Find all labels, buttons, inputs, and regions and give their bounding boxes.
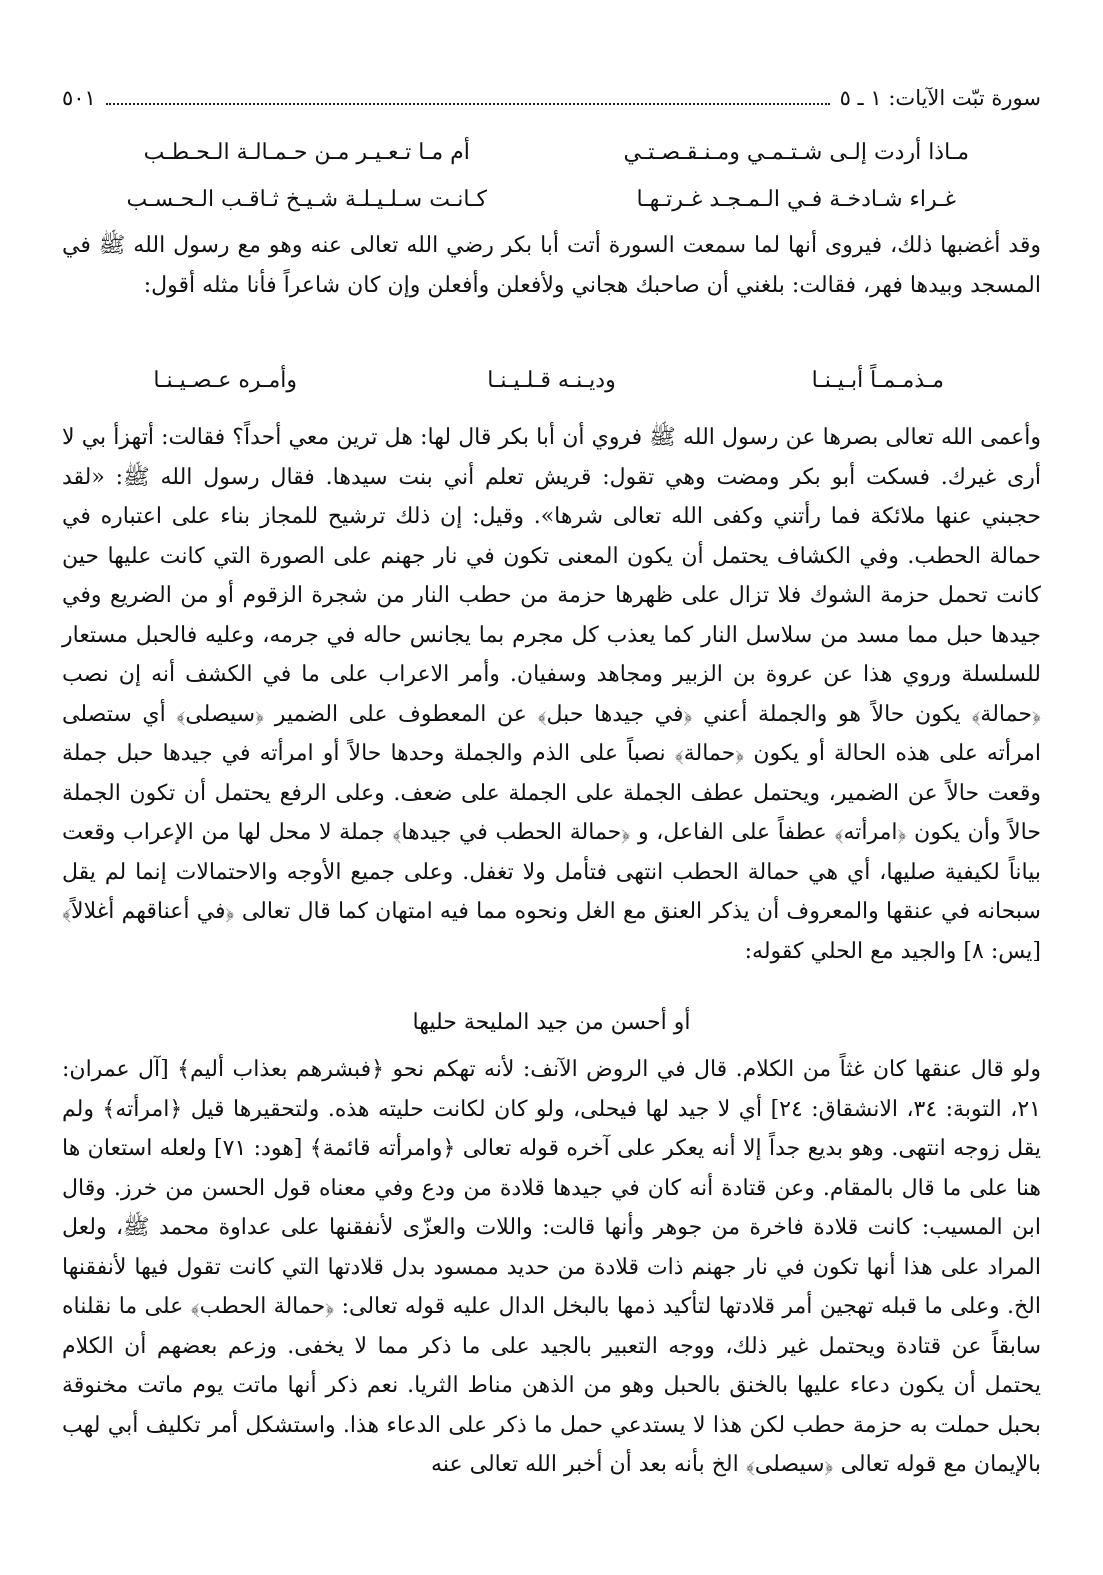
poem2-part-2: وديـنـه قـلـيـنـا <box>487 368 616 393</box>
poem1-line-2-left-hemistich: كـانـت سـلـيـلـة شـيـخ ثـاقـب الـحـسـب <box>126 187 488 212</box>
paragraph-1: وقد أغضبها ذلك، فيروى أنها لما سمعت السورة أتت أبا بكر رضي الله تعالى عنه وهو مع رسول الله ﷺ في المسجد وبيدها فهر، فقالت: بلغني أن صاحبك هجاني ولأفعلن وأفعلن وإن كان شاعراً فأنا مثله أقول: <box>62 233 1041 298</box>
header-title: سورة تبّت الآيات: ١ ـ ٥ <box>839 86 1041 110</box>
page-number: ٥٠١ <box>62 86 96 110</box>
poem1-line-1 <box>62 140 1041 180</box>
poem2-part-3: وأمـره عـصـيـنـا <box>153 368 297 393</box>
header-leader-dots <box>106 103 830 105</box>
poem1-line-2-right-hemistich: غـراء شـادخـة فـي الـمـجـد غـرتـهـا <box>636 187 957 212</box>
poem2-part-1: مـذمـمـاً أبـيـنـا <box>811 368 945 393</box>
quoted-verse: أو أحسن من جيد المليحة حليها <box>412 1010 691 1035</box>
poem1-line-1-left-hemistich: أم مـا تـعـيـر مـن حـمـالـة الـحـطـب <box>143 140 470 165</box>
paragraph-2: وأعمى الله تعالى بصرها عن رسول الله ﷺ فروي أن أبا بكر قال لها: هل ترين معي أحداً؟ فقالت: أتهزأ بي لا أرى غيرك. فسكت أبو بكر ومضت وهي تقول: قريش تعلم أني بنت سيدها. فقال رسول الله ﷺ: «لقد حجبني عنها ملائكة فما رأتني وكفى الله تعالى شرها». وقيل: إن ذلك ترشيح للمجاز بناء على اعتباره في حمالة الحطب. وفي الكشاف يحتمل أن يكون المعنى تكون في نار جهنم على الصورة التي كانت عليها حين كانت تحمل حزمة الشوك فلا تزال على ظهرها حزمة من حطب النار من شجرة الزقوم أو من الضريع وفي جيدها حبل مما مسد من سلاسل النار كما يعذب كل مجرم بما يجانس حاله في جرمه، وعليه فالحبل مستعار للسلسلة وروي هذا عن عروة بن الزبير ومجاهد وسفيان. وأمر الاعراب على ما في الكشف أنه إن نصب ﴿حمالة﴾ يكون حالاً هو والجملة أعني ﴿في جيدها حبل﴾ عن المعطوف على الضمير ﴿سيصلى﴾ أي ستصلى امرأته على هذه الحالة أو يكون ﴿حمالة﴾ نصباً على الذم والجملة وحدها حالاً أو امرأته في جيدها حبل جملة وقعت حالاً عن الضمير، ويحتمل عطف الجملة على الجملة على ضعف. وعلى الرفع يحتمل أن تكون الجملة حالاً وأن يكون ﴿امرأته﴾ عطفاً على الفاعل، و ﴿حمالة الحطب في جيدها﴾ جملة لا محل لها من الإعراب وقعت بياناً لكيفية صليها، أي هي حمالة الحطب انتهى فتأمل ولا تغفل. وعلى جميع الأوجه والاحتمالات إنما لم يقل سبحانه في عنقها والمعروف أن يذكر العنق مع الغل ونحوه مما فيه امتهان كما قال تعالى ﴿في أعناقهم أغلالاً﴾ [يس: ٨] والجيد مع الحلي كقوله: <box>62 425 1042 964</box>
poem1-line-2 <box>62 187 1041 227</box>
paragraph-3: ولو قال عنقها كان غثاً من الكلام. قال في الروض الآنف: لأنه تهكم نحو ﴿فبشرهم بعذاب أليم﴾ [آل عمران: ٢١، التوبة: ٣٤، الانشقاق: ٢٤] أي لا جيد لها فيحلى، ولو كان لكانت حليته هذه. ولتحقيرها قيل ﴿امرأته﴾ ولم يقل زوجه انتهى. وهو بديع جداً إلا أنه يعكر على آخره قوله تعالى ﴿وامرأته قائمة﴾ [هود: ٧١] ولعله استعان ها هنا على ما قال بالمقام. وعن قتادة أنه كان في جيدها قلادة من ودع وفي معناه قول الحسن من خرز. وقال ابن المسيب: كانت قلادة فاخرة من جوهر وأنها قالت: واللات والعزّى لأنفقنها على عداوة محمد ﷺ، ولعل المراد على هذا أنها تكون في نار جهنم ذات قلادة من حديد ممسود بدل قلادتها التي كانت تقول فيها لأنفقنها الخ. وعلى ما قبله تهجين أمر قلادتها لتأكيد ذمها بالبخل الدال عليه قوله تعالى: ﴿حمالة الحطب﴾ على ما نقلناه سابقاً عن قتادة ويحتمل غير ذلك، ووجه التعبير بالجيد على ما ذكر مما لا يخفى. وزعم بعضهم أن الكلام يحتمل أن يكون دعاء عليها بالخنق بالحبل وهو من الذهن مناط الثريا. نعم ذكر أنها ماتت يوم ماتت مخنوقة بحبل حملت به حزمة حطب لكن هذا لا يستدعي حمل ما ذكر على الدعاء هذا. واستشكل أمر تكليف أبي لهب بالإيمان مع قوله تعالى ﴿سيصلى﴾ الخ بأنه بعد أن أخبر الله تعالى عنه <box>62 1057 1041 1477</box>
poem2-line <box>62 368 1041 408</box>
poem1-line-1-right-hemistich: مـاذا أردت إلـى شـتـمـي ومـنـقـصـتـي <box>623 140 970 165</box>
running-header <box>62 86 1041 116</box>
